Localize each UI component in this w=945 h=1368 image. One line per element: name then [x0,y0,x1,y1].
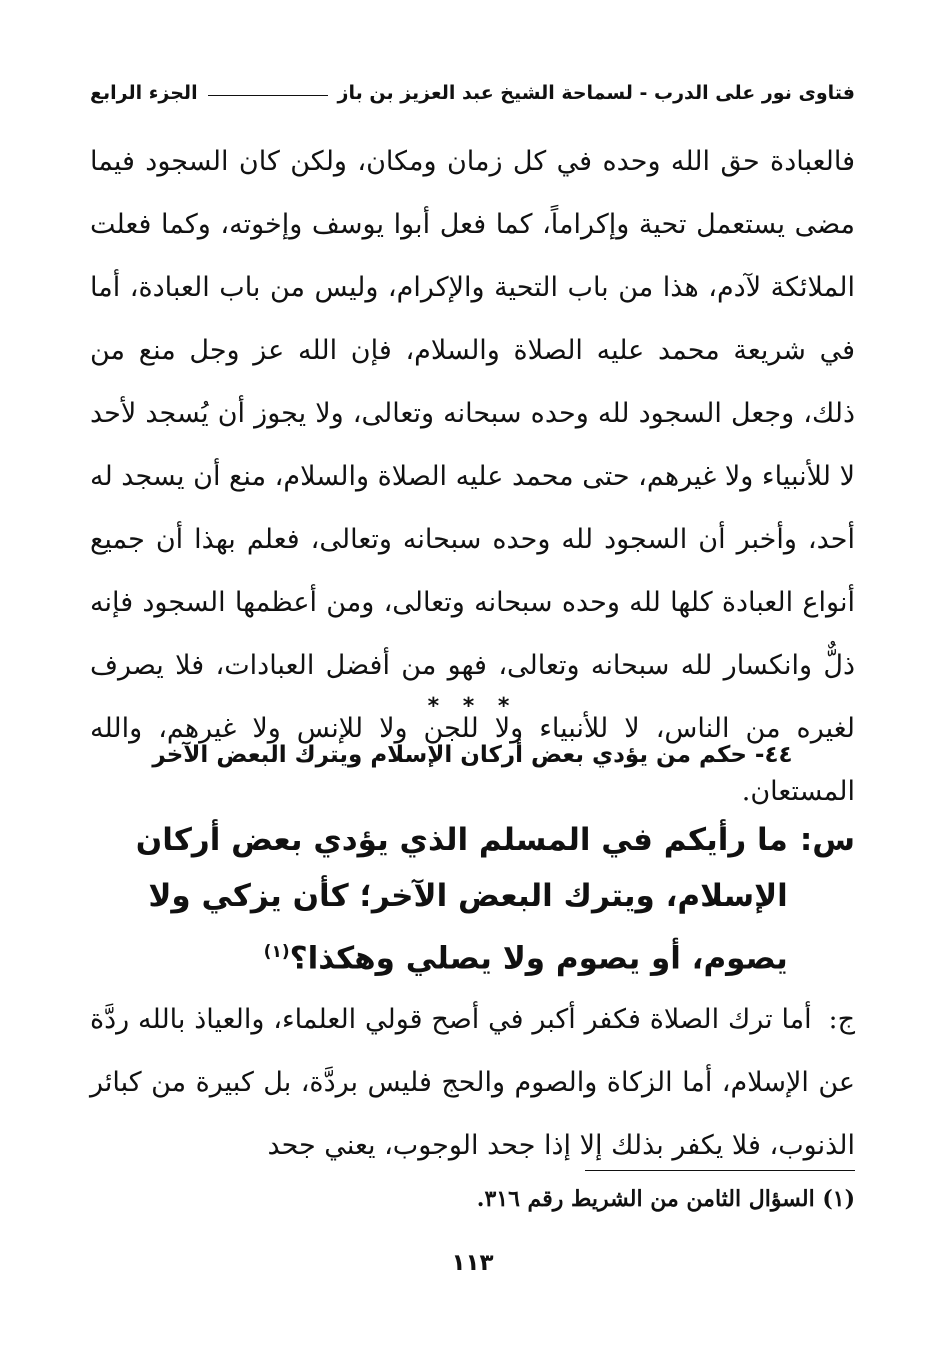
running-header [90,76,855,110]
body-paragraph [90,130,855,823]
question-text: ما رأيكم في المسلم الذي يؤدي بعض أركان الإسلام، ويترك البعض الآخر؛ كأن يزكي ولا يصوم، أو يصوم ولا يصلي وهكذا؟ [135,822,788,977]
body-paragraph-text: فالعبادة حق الله وحده في كل زمان ومكان، ولكن كان السجود فيما مضى يستعمل تحية وإكراماً، كما فعل أبوا يوسف وإخوته، وكما فعلت الملائكة لآدم، هذا من باب التحية والإكرام، وليس من باب العبادة، أما في شريعة محمد عليه الصلاة والسلام، فإن الله عز وجل منع من ذلك، وجعل السجود لله وحده سبحانه وتعالى، ولا يجوز أن يُسجد لأحد لا للأنبياء ولا غيرهم، حتى محمد عليه الصلاة والسلام، منع أن يسجد له أحد، وأخبر أن السجود لله وحده سبحانه وتعالى، فعلم بهذا أن جميع أنواع العبادة كلها لله وحده سبحانه وتعالى، ومن أعظمها السجود فإنه ذلٌّ وانكسار لله سبحانه وتعالى، فهو من أفضل العبادات، فلا يصرف لغيره من الناس، لا للأنبياء ولا للجن ولا للإنس ولا غيرهم، والله المستعان. [90,146,855,807]
answer-block [90,988,855,1177]
footnote: (١) السؤال الثامن من الشريط رقم ٣١٦. [476,1186,855,1212]
question-block [90,812,855,986]
footnote-reference: (١) [263,942,290,962]
page-number: ١١٣ [451,1250,494,1276]
answer-text: أما ترك الصلاة فكفر أكبر في أصح قولي العلماء، والعياذ بالله ردَّة عن الإسلام، أما الزكاة والصوم والحج فليس بردَّة، بل كبيرة من كبائر الذنوب، فلا يكفر بذلك إلا إذا جحد الوجوب، يعني جحد [90,1004,855,1161]
section-separator: * * * [427,694,518,719]
book-title: فتاوى نور على الدرب - لسماحة الشيخ عبد العزيز بن باز [337,82,855,104]
header-rule [208,95,328,96]
question-body [90,812,788,986]
footnote-rule [585,1170,855,1171]
question-marker: س: [799,822,855,858]
section-heading: ٤٤- حكم من يؤدي بعض أركان الإسلام ويترك البعض الآخر [152,742,793,768]
answer-marker: ج: [828,1004,855,1035]
part-label: الجزء الرابع [90,82,198,104]
